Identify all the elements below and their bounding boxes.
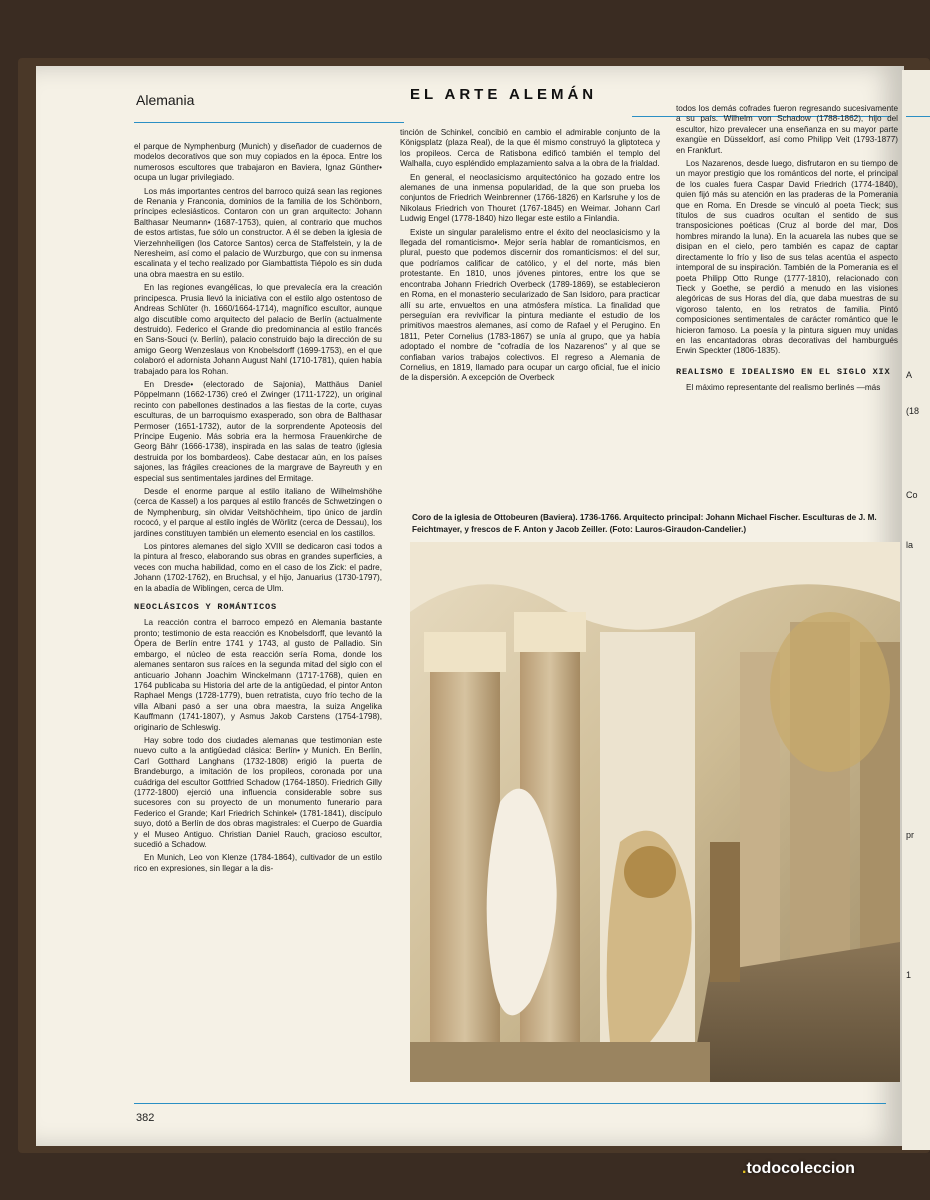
paragraph: Los Nazarenos, desde luego, disfrutaron en su tiempo de un mayor prestigio que los románticos del norte, el principal de los cuales fuera Caspar David Friedrich (1774-1840), quien fijó más su atención en las praderas de la Pomerania que en Roma. En Dresde se vinculó al poeta Tieck; sus títulos de sus cuadros ocultan el sentido de sus transposiciones poéticas (Cruz al borde del mar, Dos hombres mirando la luna). En la acuarela las nubes que se disipan en el cielo, pero también es capaz de captar directamente lo frío y liso de sus telas acentúa el aspecto intemporal de su inspiración. También de la Pomerania es el poeta Philipp Otto Runge (1777-1810), relacionado con Tieck y Goethe, se perdió a menudo en las visiones alegóricas de sus Horas del día, que daba muestras de su vigoroso talento, en los retratos de familia. Pintó composiciones sentimentales de carácter romántico que le hicieron famoso. La poesía y la pintura siguen muy unidas en las encantadoras obras decorativas del hamburgués Erwin Speckter (1806-1835). (676, 159, 898, 356)
site-watermark (742, 1160, 855, 1178)
paragraph: En las regiones evangélicas, lo que prevalecía era la creación principesca. Prusia llevó la iniciativa con el estilo algo ostentoso de Andreas Schlüter (h. 1660/1664-1714), magnífico escultor, aunque algo discutible como arquitecto del palacio de Berlín (actualmente destruido). Federico el Grande dio predominancia al estilo francés en Sans-Souci (v. Berlín), palacio construido bajo la dirección de su amigo Georg Wenzeslaus von Knobelsdorff (1699-1753), en el que colaboró el adornista Johann August Nahl (1710-1781), quien había trabajado para los Rohan. (134, 283, 382, 376)
paragraph: En Munich, Leo von Klenze (1784-1864), cultivador de un estilo rico en expresiones, sin llegar a la dis- (134, 853, 382, 873)
section-heading: NEOCLÁSICOS Y ROMÁNTICOS (134, 602, 277, 613)
paragraph: La reacción contra el barroco empezó en Alemania bastante pronto; testimonio de esta reacción es Knobelsdorff, que levantó la Ópera de Berlín entre 1741 y 1743, al gusto de Palladio. Sin embargo, el núcleo de esta reacción sería Roma, donde los alemanes sentaron sus raíces en la segunda mitad del siglo con el anticuario Johann Joachim Winckelmann (1717-1768), quien en 1764 publicaba su Historia del arte de la antigüedad, el pintor Anton Raphael Mengs (1728-1779), buen retratista, cuyo frío techo de la villa Albani pasó a ser una obra maestra, la suiza Angelika Kauffmann (1741-1807), y Asmus Jakob Carstens (1754-1798), originario de Schleswig. (134, 618, 382, 732)
paragraph: todos los demás cofrades fueron regresando sucesivamente a su país. Wilhelm von Schadow (1788-1862), hijo del escultor, hizo prevalecer una enseñanza en su mayor parte exangüe en Düsseldorf, así como Philipp Veit (1793-1877) en Frankfurt. (676, 104, 898, 155)
paragraph: tinción de Schinkel, concibió en cambio el admirable conjunto de la Königsplatz (plaza Real), de la que él mismo construyó la gliptoteca y los propileos. Cerca de Ratisbona edificó también el templo del Walhalla, cuyo espléndido emplazamiento salva a la obra de la frialdad. (400, 128, 660, 169)
page-number: 382 (136, 1112, 155, 1124)
facing-page-fragment: (18 (906, 406, 920, 416)
paragraph: El máximo representante del realismo berlinés —más (686, 383, 881, 393)
footer-rule (134, 1103, 886, 1104)
paragraph: En Dresde• (electorado de Sajonia), Matthäus Daniel Pöppelmann (1662-1736) creó el Zwinger (1711-1722), un original recinto con pabellones destinados a las fiestas de la corte, cuyas esculturas, de un barroquismo exasperado, son obra de Balthasar Permoser (1651-1732), autor de la sorprendente Apoteosis del Príncipe Eugenio. Más sobria era la hermosa Frauenkirche de Georg Bähr (1666-1738), inspirada en las salas de teatro (iglesia destruida por los bombardeos). Cabe destacar aún, en los países sajones, las frágiles creaciones de la margrave de Bayreuth y en especial sus sentimentales jardines del Ermitage. (134, 379, 382, 483)
section-label: Alemania (136, 92, 195, 108)
facing-page-fragment: Co (906, 490, 918, 500)
paragraph: Desde el enorme parque al estilo italiano de Wilhelmshöhe (cerca de Kassel) a los parques al estilo francés de Schwetzingen o de Nymphenburg, sin olvidar Veitshöchheim, tipo único de jardín rococó, y el parque al estilo inglés de Wörlitz (cerca de Dessau), los jardines constituyen también un elemento esencial en los castillos. (134, 487, 382, 538)
text-column-middle (400, 128, 660, 387)
church-interior-photo (410, 542, 900, 1082)
facing-page-edge (902, 70, 930, 1150)
section-heading: REALISMO E IDEALISMO EN EL SIGLO XIX (676, 366, 891, 377)
paragraph: En general, el neoclasicismo arquitectónico ha gozado entre los alemanes de una inmensa popularidad, de la que son prueba los conjuntos de Friedrich Weinbrenner (1766-1826) en Karlsruhe y los de Nikolaus Friedrich von Thouret (1767-1845) en Weimar. Johann Carl Ludwig Engel (1778-1840) hizo llegar este estilo a Finlandia. (400, 172, 660, 224)
header-rule-left (134, 122, 404, 123)
facing-page-fragment: A (906, 370, 913, 380)
facing-page-fragment: la (906, 540, 914, 550)
paragraph: Los más importantes centros del barroco quizá sean las regiones de Renania y Franconia, dominios de la familia de los Schönborn, príncipes eclesiásticos. Contaron con un gran arquitecto: Johann Balthasar Neumann• (1687-1753), quien, al contrario que muchos de estos artistas, fue sólo un constructor. A él se deben la iglesia de Vierzehnheiligen (los Catorce Santos) cerca de Staffelstein, y la de Neresheim, así como el palacio de Wurzburgo, que con su inmensa escalinata y el techo realizado por Giambattista Tiépolo es sin duda una obra maestra en su estilo. (134, 186, 382, 279)
page-title: EL ARTE ALEMÁN (410, 86, 598, 103)
watermark-dot: . (742, 1160, 747, 1177)
paragraph: Los pintores alemanes del siglo XVIII se dedicaron casi todos a la pintura al fresco, elaborando sus obras en grandes superficies, a veces con mucha habilidad, como en el caso de los Zick: el padre, Johann (1702-1762), en Bruchsal, y el hijo, Januarius (1730-1797), en la abadía de Wiblingen, cerca de Ulm. (134, 542, 382, 593)
paragraph: el parque de Nymphenburg (Munich) y diseñador de cuadernos de modelos decorativos que son muy copiados en la época. Entre los numerosos escultores que trabajaron en Baviera, Ignaz Günther• ocupa un lugar privilegiado. (134, 142, 382, 183)
paragraph: Existe un singular paralelismo entre el éxito del neoclasicismo y la llegada del romanticismo•. Mejor sería hablar de romanticismos, en plural, puesto que podemos discernir dos romanticismos: el del sur, que podríamos calificar de católico, y el del norte, más bien protestante. En 1810, unos jóvenes pintores, entre los que se encontraba Johann Friedrich Overbeck (1789-1869), se establecieron en Roma, en el monasterio secularizado de San Isidoro, para practicar allí su arte, envueltos en una atmósfera mística. La finalidad que perseguían era revivificar la pintura mediante el estudio de los primitivos maestros alemanes, así como de Rafael y el Perugino. En 1811, Peter Cornelius (1783-1867) se unía al grupo, que ya había adoptado el nombre de "cofradía de los Nazarenos" y al que se confiaban varios trabajos colectivos. El regreso a Alemania de Cornelius, en 1819, llamado para ocupar un cargo oficial, fue el inicio de la dispersión. A excepción de Overbeck (400, 227, 660, 383)
facing-page-fragment: 1 (906, 970, 912, 980)
text-column-left (134, 142, 382, 877)
paragraph: Hay sobre todo dos ciudades alemanas que testimonian este nuevo culto a la antigüedad clásica: Berlín• y Munich. En Berlín, Carl Gotthard Langhans (1732-1808) erigió la puerta de Brandeburgo, a imitación de los propileos, coronada por una cuádriga del escultor Gottfried Schadow (1764-1850). Friedrich Gilly (1772-1800) ejerció una influencia considerable sobre sus sucesores con su proyecto de un monumento funerario para Federico el Grande; Karl Friedrich Schinkel• (1781-1841), discípulo suyo, dotó a Berlín de dos obras magistrales: el Cuerpo de Guardia y el Museo Antiguo. Christian Daniel Rauch, gracioso escultor, sucedió a Schadow. (134, 735, 382, 849)
text-column-right (676, 104, 898, 397)
facing-page-fragment: pr (906, 830, 915, 840)
figure-caption: Coro de la iglesia de Ottobeuren (Baviera). 1736-1766. Arquitecto principal: Johann Michael Fischer. Esculturas de J. M. Feichtmayer, y frescos de F. Anton y Jacob Zeiller. (Foto: Lauros-Giraudon-Candelier.) (412, 513, 877, 534)
watermark-text: todocoleccion (746, 1160, 855, 1177)
